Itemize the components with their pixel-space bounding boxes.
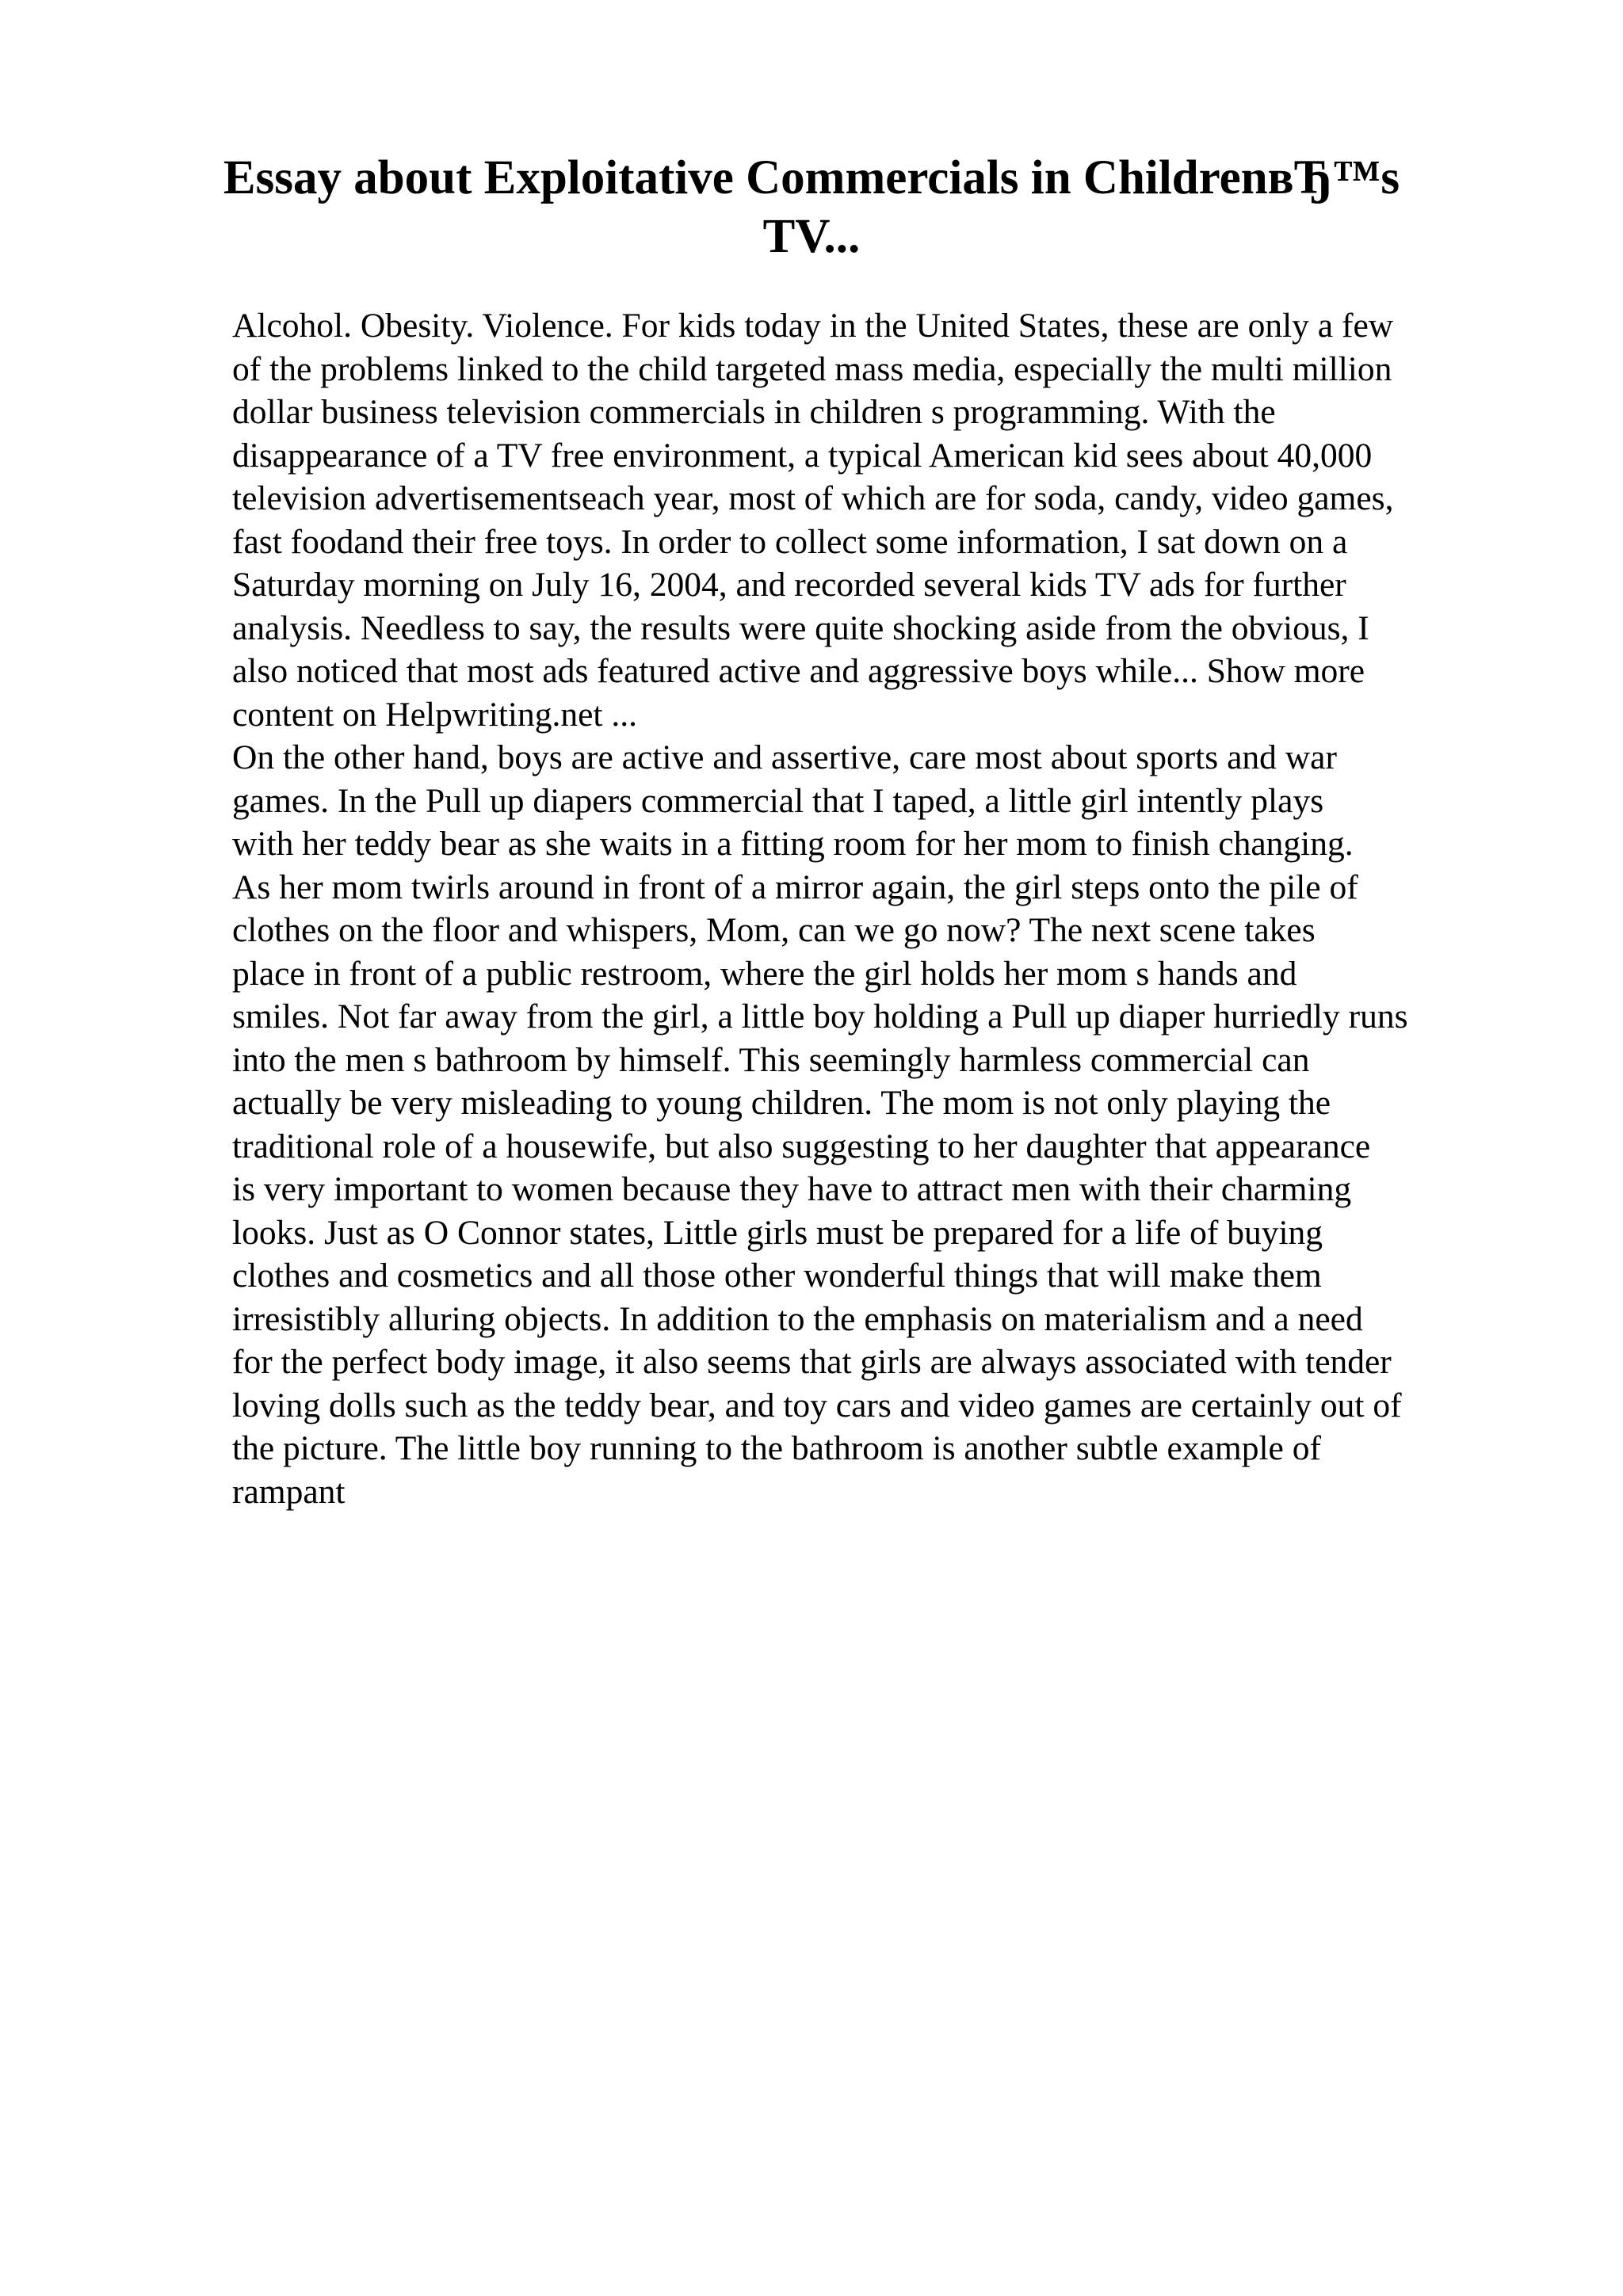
body-line: clothes on the floor and whispers, Mom, can we go now? The next scene takes xyxy=(232,911,1316,949)
body-line: with her teddy bear as she waits in a fitting room for her mom to finish changing. xyxy=(232,825,1354,863)
body-line: Saturday morning on July 16, 2004, and recorded several kids TV ads for further xyxy=(232,566,1346,604)
body-line: of the problems linked to the child targeted mass media, especially the multi million xyxy=(232,349,1392,388)
body-line: television advertisementseach year, most of which are for soda, candy, video games, xyxy=(232,479,1394,517)
body-line: irresistibly alluring objects. In addition to the emphasis on materialism and a need xyxy=(232,1299,1363,1338)
body-line: rampant xyxy=(232,1472,346,1511)
body-line: On the other hand, boys are active and assertive, care most about sports and war xyxy=(232,738,1337,776)
body-line: place in front of a public restroom, where the girl holds her mom s hands and xyxy=(232,954,1297,993)
body-line: for the perfect body image, it also seems that girls are always associated with tender xyxy=(232,1343,1392,1381)
body-line: Alcohol. Obesity. Violence. For kids today in the United States, these are only a few xyxy=(232,307,1394,345)
body-line: looks. Just as O Connor states, Little girls must be prepared for a life of buying xyxy=(232,1213,1323,1252)
body-line: analysis. Needless to say, the results were quite shocking aside from the obvious, I xyxy=(232,608,1369,647)
body-line: games. In the Pull up diapers commercial that I taped, a little girl intently plays xyxy=(232,781,1324,820)
essay-body xyxy=(232,304,1516,1513)
body-line: into the men s bathroom by himself. This seemingly harmless commercial can xyxy=(232,1040,1310,1079)
essay-title-line: Essay about Exploitative Commercials in ChildrenвЂ™s xyxy=(223,151,1400,204)
body-line: also noticed that most ads featured active and aggressive boys while... Show more xyxy=(232,652,1365,690)
body-line: loving dolls such as the teddy bear, and toy cars and video games are certainly out of xyxy=(232,1386,1402,1425)
body-line: the picture. The little boy running to the bathroom is another subtle example of xyxy=(232,1429,1321,1467)
body-line: smiles. Not far away from the girl, a little boy holding a Pull up diaper hurriedly runs xyxy=(232,997,1408,1035)
essay-title-line: TV... xyxy=(762,210,861,263)
body-line: dollar business television commercials in children s programming. With the xyxy=(232,393,1276,431)
body-line: actually be very misleading to young children. The mom is not only playing the xyxy=(232,1084,1331,1122)
body-line: clothes and cosmetics and all those other wonderful things that will make them xyxy=(232,1257,1322,1295)
body-line: As her mom twirls around in front of a mirror again, the girl steps onto the pile of xyxy=(232,868,1358,906)
body-line: fast foodand their free toys. In order to collect some information, I sat down on a xyxy=(232,522,1348,561)
essay-title xyxy=(158,149,1465,266)
body-line: is very important to women because they have to attract men with their charming xyxy=(232,1170,1352,1208)
body-line: traditional role of a housewife, but also suggesting to her daughter that appearance xyxy=(232,1127,1371,1165)
body-line: disappearance of a TV free environment, a typical American kid sees about 40,000 xyxy=(232,436,1373,475)
body-line: content on Helpwriting.net ... xyxy=(232,695,638,734)
